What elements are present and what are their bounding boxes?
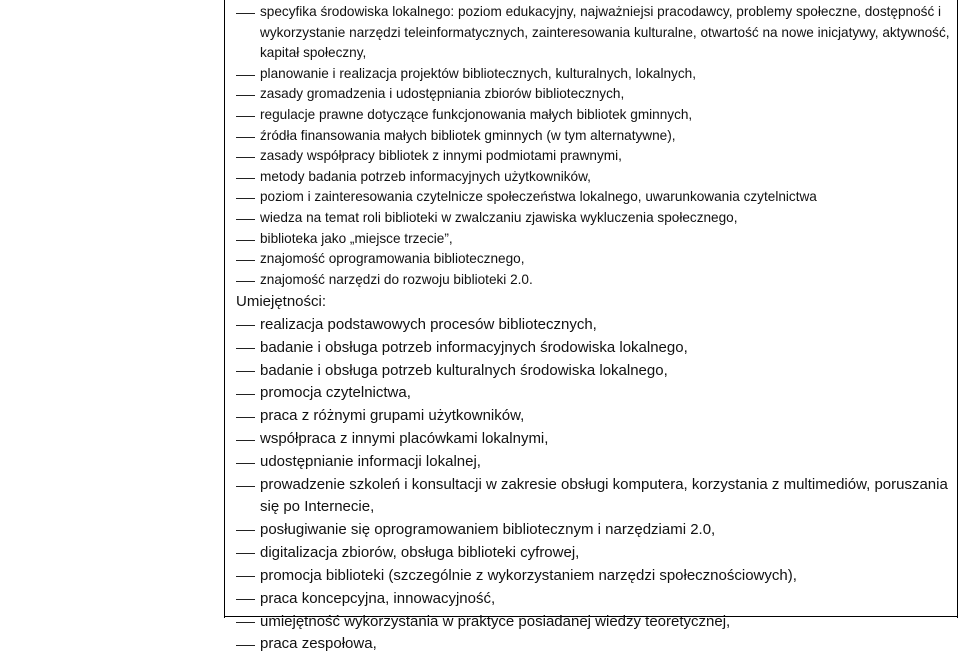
list-item: planowanie i realizacja projektów bibliotecznych, kulturalnych, lokalnych, bbox=[236, 64, 952, 85]
list-item: poziom i zainteresowania czytelnicze społeczeństwa lokalnego, uwarunkowania czytelnictwa bbox=[236, 187, 952, 208]
list-item: znajomość oprogramowania bibliotecznego, bbox=[236, 249, 952, 270]
list-item: promocja czytelnictwa, bbox=[236, 382, 952, 404]
list-item: praca zespołowa, bbox=[236, 633, 952, 655]
skills-heading: Umiejętności: bbox=[236, 293, 327, 311]
list-item: specyfika środowiska lokalnego: poziom edukacyjny, najważniejsi pracodawcy, problemy społeczne, dostępność i wykorzystanie narzędzi teleinformatycznych, zainteresowania kulturalne, otwartość na nowe inicjatywy, aktywność, kapitał społeczny, bbox=[236, 2, 952, 64]
list-item: badanie i obsługa potrzeb informacyjnych środowiska lokalnego, bbox=[236, 337, 952, 359]
list-item: znajomość narzędzi do rozwoju biblioteki 2.0. bbox=[236, 270, 952, 291]
list-item: źródła finansowania małych bibliotek gminnych (w tym alternatywne), bbox=[236, 126, 952, 147]
list-item: regulacje prawne dotyczące funkcjonowania małych bibliotek gminnych, bbox=[236, 105, 952, 126]
list-item: posługiwanie się oprogramowaniem bibliotecznym i narzędziami 2.0, bbox=[236, 519, 952, 541]
list-item: praca koncepcyjna, innowacyjność, bbox=[236, 588, 952, 610]
knowledge-list bbox=[236, 2, 952, 290]
list-item: praca z różnymi grupami użytkowników, bbox=[236, 405, 952, 427]
list-item: zasady współpracy bibliotek z innymi podmiotami prawnymi, bbox=[236, 146, 952, 167]
list-item: biblioteka jako „miejsce trzecie”, bbox=[236, 229, 952, 250]
list-item: współpraca z innymi placówkami lokalnymi, bbox=[236, 428, 952, 450]
table-cell-content bbox=[236, 2, 952, 655]
table-right-border bbox=[957, 0, 958, 618]
list-item: badanie i obsługa potrzeb kulturalnych środowiska lokalnego, bbox=[236, 360, 952, 382]
list-item: prowadzenie szkoleń i konsultacji w zakresie obsługi komputera, korzystania z multimediów, poruszania się po Internecie, bbox=[236, 474, 952, 517]
list-item: wiedza na temat roli biblioteki w zwalczaniu zjawiska wykluczenia społecznego, bbox=[236, 208, 952, 229]
list-item: udostępnianie informacji lokalnej, bbox=[236, 451, 952, 473]
list-item: realizacja podstawowych procesów bibliotecznych, bbox=[236, 314, 952, 336]
list-item: zasady gromadzenia i udostępniania zbiorów bibliotecznych, bbox=[236, 84, 952, 105]
skills-list bbox=[236, 314, 952, 655]
list-item: digitalizacja zbiorów, obsługa biblioteki cyfrowej, bbox=[236, 542, 952, 564]
list-item: metody badania potrzeb informacyjnych użytkowników, bbox=[236, 167, 952, 188]
table-left-border bbox=[224, 0, 225, 618]
list-item: promocja biblioteki (szczególnie z wykorzystaniem narzędzi społecznościowych), bbox=[236, 565, 952, 587]
list-item: umiejętność wykorzystania w praktyce posiadanej wiedzy teoretycznej, bbox=[236, 611, 952, 633]
